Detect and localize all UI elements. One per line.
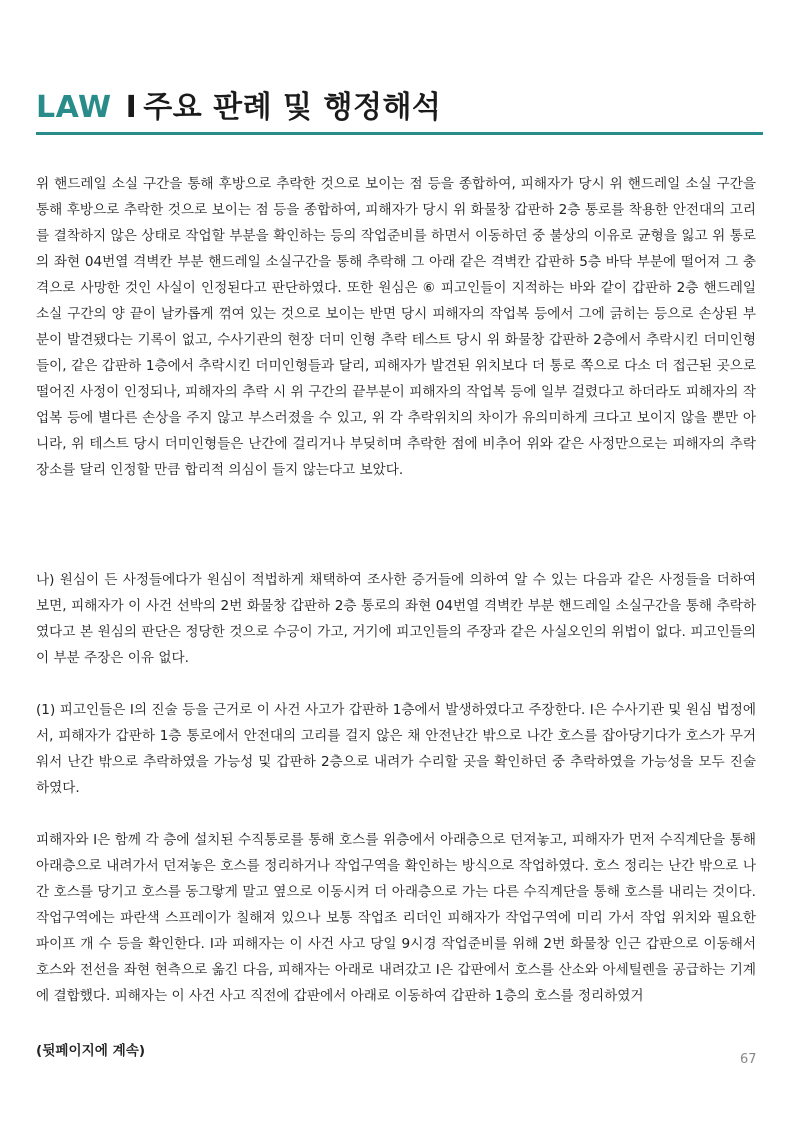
paragraph-text: 피해자와 I은 함께 각 층에 설치된 수직통로를 통해 호스를 위층에서 아래층으로 던져놓고, 피해자가 먼저 수직계단을 통해 아래층으로 내려가서 던져놓은 호스를 정리하거나 작업구역을 확인하는 방식으로 작업하였다. 호스 정리는 난간 밖으로 나간 호스를 당기고 호스를 동그랗게 말고 옆으로 이동시켜 더 아래층으로 가는 다른 수직계단을 통해 호스를 내리는 것이다. 작업구역에는 파란색 스프레이가 칠해져 있으나 보통 작업조 리더인 피해자가 작업구역에 미리 가서 작업 위치와 필요한 파이프 개 수 등을 확인한다. I과 피해자는 이 사건 사고 당일 9시경 작업준비를 위해 2번 화물창 인근 갑판으로 이동해서 호스와 전선을 좌현 현측으로 옮긴 다음, 피해자는 아래로 내려갔고 I은 갑판에서 호스를 산소와 아세틸렌을 공급하는 기계에 결합했다. 피해자는 이 사건 사고 직전에 갑판에서 아래로 이동하여 갑판하 1층의 호스를 정리하였거 — [36, 832, 757, 1004]
header-tag: LAW — [36, 90, 112, 125]
header-text: 주요 판례 및 행정해석 — [143, 90, 442, 125]
paragraph-4 — [36, 827, 756, 1009]
paragraph-1 — [36, 171, 756, 483]
paragraph-text: 나) 원심이 든 사정들에다가 원심이 적법하게 채택하여 조사한 증거들에 의하여 알 수 있는 다음과 같은 사정들을 더하여 보면, 피해자가 이 사건 선박의 2번 화물창 갑판하 2층 통로의 좌현 04번열 격벽칸 부분 핸드레일 소실구간을 통해 추락하였다고 본 원심의 판단은 정당한 것으로 수긍이 가고, 거기에 피고인들의 주장과 같은 사실오인의 위법이 없다. 피고인들의 이 부분 주장은 이유 없다. — [36, 572, 756, 666]
page-number: 67 — [740, 1052, 757, 1067]
header-rule — [36, 132, 763, 135]
header-separator: I — [125, 90, 138, 125]
paragraph-text: (1) 피고인들은 I의 진술 등을 근거로 이 사건 사고가 갑판하 1층에서 발생하였다고 주장한다. I은 수사기관 및 원심 법정에서, 피해자가 갑판하 1층 통로에서 안전대의 고리를 걸지 않은 채 안전난간 밖으로 나간 호스를 잡아당기다가 호스가 무거워서 난간 밖으로 추락하였을 가능성 및 갑판하 2층으로 내려가 수리할 곳을 확인하던 중 추락하였을 가능성을 모두 진술하였다. — [36, 702, 756, 796]
page-header — [36, 88, 763, 128]
paragraph-text: 위 핸드레일 소실 구간을 통해 후방으로 추락한 것으로 보이는 점 등을 종합하여, 피해자가 당시 위 핸드레일 소실 구간을 통해 후방으로 추락한 것으로 보이는 점 등을 종합하여, 피해자가 당시 위 화물창 갑판하 2층 통로를 착용한 안전대의 고리를 결착하지 않은 상태로 작업할 부분을 확인하는 등의 작업준비를 하면서 이동하던 중 불상의 이유로 균형을 잃고 위 통로의 좌현 04번열 격벽칸 부분 핸드레일 소실구간을 통해 추락해 그 아래 같은 격벽칸 갑판하 5층 바닥 부분에 떨어져 그 충격으로 사망한 것인 사실이 인정된다고 판단하였다. 또한 원심은 ⑥ 피고인들이 지적하는 바와 같이 갑판하 2층 핸드레일 소실 구간의 양 끝이 날카롭게 꺾여 있는 것으로 보이는 반면 당시 피해자의 작업복 등에서 그에 긁히는 등으로 손상된 부분이 발견됐다는 기록이 없고, 수사기관의 현장 더미 인형 추락 테스트 당시 위 화물창 갑판하 2층에서 추락시킨 더미인형들이, 같은 갑판하 1층에서 추락시킨 더미인형들과 달리, 피해자가 발견된 위치보다 더 통로 쪽으로 다소 더 접근된 곳으로 떨어진 사정이 인정되나, 피해자의 추락 시 위 구간의 끝부분이 피해자의 작업복 등에 일부 걸렸다고 하더라도 피해자의 작업복 등에 별다른 손상을 주지 않고 부스러졌을 수 있고, 위 각 추락위치의 차이가 유의미하게 크다고 보이지 않을 뿐만 아니라, 위 테스트 당시 더미인형들은 난간에 걸리거나 부딪히며 추락한 점에 비추어 위와 같은 사정만으로는 피해자의 추락장소를 달리 인정할 만큼 합리적 의심이 들지 않는다고 보았다. — [36, 176, 756, 478]
header-title — [36, 88, 763, 128]
continued-note: (뒷페이지에 계속) — [36, 1043, 146, 1059]
paragraph-2 — [36, 567, 756, 671]
paragraph-3 — [36, 697, 756, 801]
